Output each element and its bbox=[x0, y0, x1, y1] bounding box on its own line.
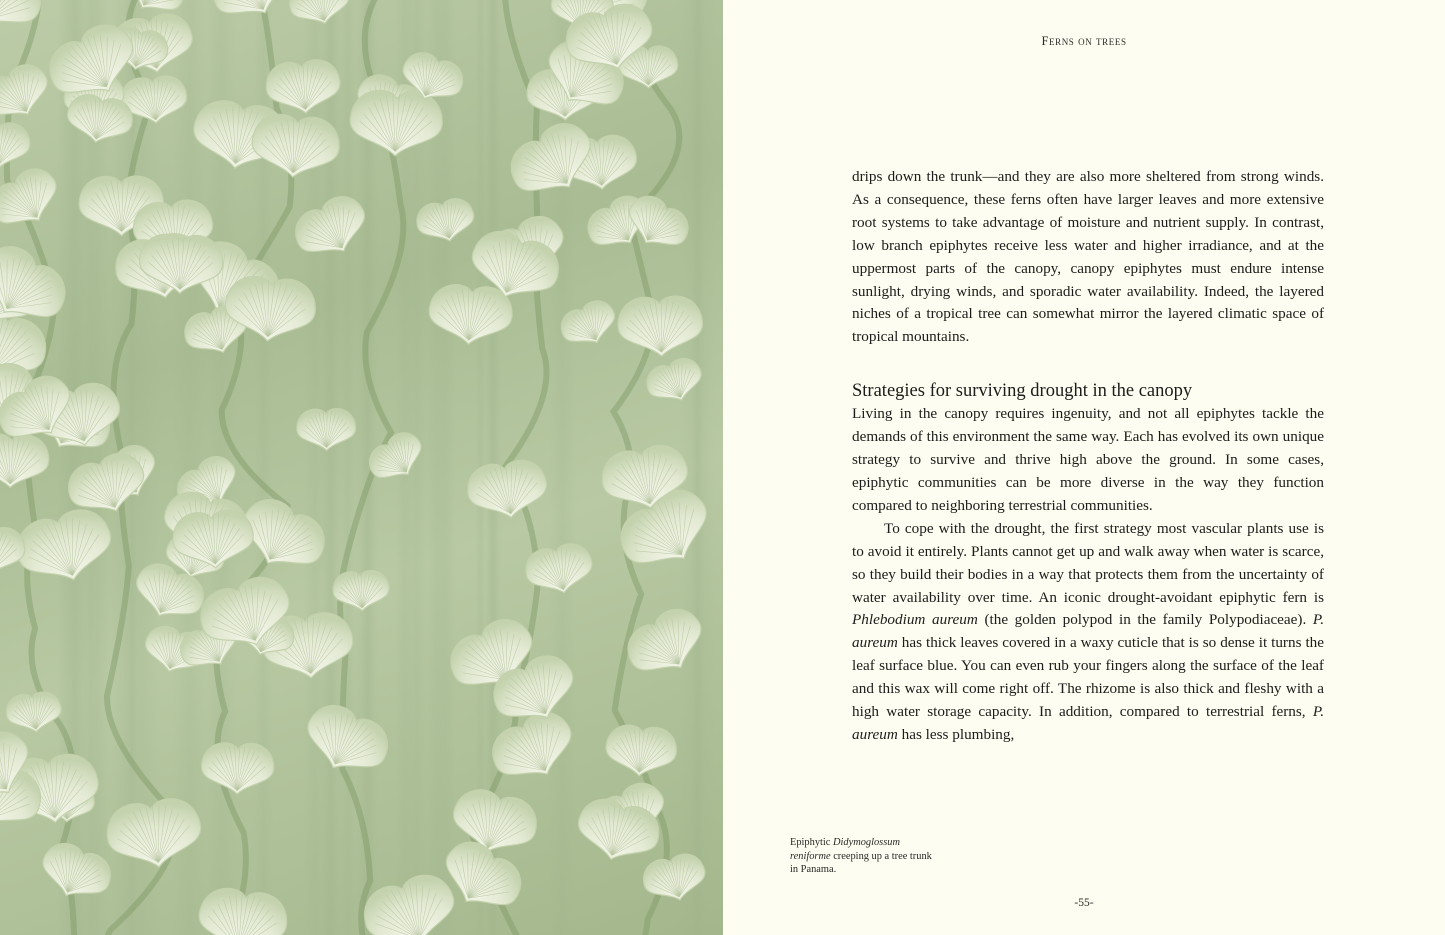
text-run: has thick leaves covered in a waxy cuticle that is so dense it turns the leaf surface blue. You can even rub your fingers along the surface of the leaf and this wax will come right off. The rhizome is also thick and fleshy with a high water storage capacity. In addition, compared to terrestrial ferns, bbox=[852, 634, 1324, 721]
body-text bbox=[852, 166, 1324, 747]
caption-text: Epiphytic bbox=[790, 837, 833, 848]
species-name: Phlebodium aureum bbox=[852, 611, 978, 629]
paragraph: Living in the canopy requires ingenuity, and not all epiphytes tackle the demands of this environment the same way. Each has evolved its own unique strategy to survive and thrive high above the ground. In some cases, epiphytic communities can be more diverse in the way they function compared to neighboring terrestrial communities. bbox=[852, 405, 1324, 514]
species-name: P. aureum bbox=[852, 703, 1324, 743]
species-name: P. aureum bbox=[852, 611, 1324, 652]
fern-leaf bbox=[604, 723, 678, 778]
fern-leaf bbox=[0, 0, 50, 42]
running-head: Ferns on trees bbox=[1041, 34, 1127, 48]
paragraph: drips down the trunk—and they are also more sheltered from strong winds. As a consequence, these ferns often have larger leaves and more extensive root systems to take advantage of moisture and nutrient supply. In contrast, low branch epiphytes receive less water and higher irradiance, and at the uppermost parts of the canopy, canopy epiphytes must endure intense sunlight, drying winds, and sporadic water availability. Indeed, the layered niches of a tropical tree can somewhat mirror the layered climatic space of tropical mountains. bbox=[852, 168, 1324, 346]
fern-leaf bbox=[0, 123, 30, 169]
fern-leaf bbox=[0, 433, 50, 489]
text-page bbox=[723, 0, 1445, 935]
page-number: -55- bbox=[1074, 897, 1094, 909]
paragraph bbox=[852, 518, 1324, 747]
text-run: To cope with the drought, the first strategy most vascular plants use is to avoid it entirely. Plants cannot get up and walk away when water is scarce, so they build their bodies in a way that protects them from the uncertainty of water availability over time. An iconic drought-avoidant epiphytic fern is bbox=[852, 519, 1324, 606]
text-run: (the golden polypod in the family Polypodiaceae). bbox=[977, 611, 1313, 629]
fern-leaf bbox=[4, 690, 63, 735]
species-name: Didymoglossum reniforme bbox=[790, 837, 900, 862]
caption-text: creeping up a tree trunk in Panama. bbox=[790, 850, 932, 875]
section-heading: Strategies for surviving drought in the canopy bbox=[852, 381, 1193, 402]
text-run: has less plumbing, bbox=[897, 725, 1015, 743]
figure-caption bbox=[790, 836, 940, 877]
